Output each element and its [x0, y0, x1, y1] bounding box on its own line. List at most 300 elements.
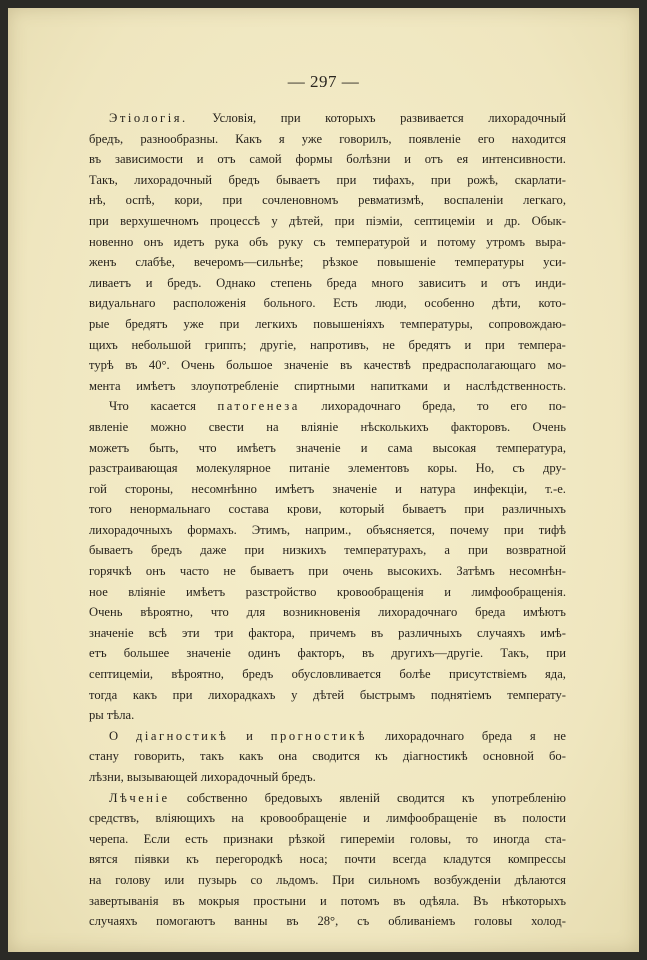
text-line — [89, 705, 566, 726]
word: турѣ — [89, 358, 114, 373]
text-line — [89, 726, 566, 747]
word: инди- — [535, 275, 566, 290]
word: дѣтей — [313, 687, 345, 702]
word: ное — [89, 584, 108, 599]
word: рые — [89, 316, 110, 331]
word: часто — [179, 564, 210, 579]
word: объясняется, — [366, 522, 435, 537]
word: потомъ — [340, 893, 380, 908]
word: ливаетъ — [89, 275, 131, 290]
word: находится — [511, 131, 566, 146]
body-text — [89, 108, 566, 932]
word: онъ — [145, 564, 166, 579]
word: бредъ — [151, 543, 183, 558]
word: большое — [226, 358, 273, 373]
word: всегда — [392, 852, 427, 867]
word: натура — [420, 481, 456, 496]
word: Обык- — [531, 213, 566, 228]
text-line — [89, 870, 566, 891]
word: повышеніе — [377, 255, 436, 270]
word: бреда — [326, 275, 357, 290]
word: утромъ — [486, 234, 525, 249]
word: значеніе — [296, 440, 341, 455]
word: качествѣ — [363, 358, 411, 373]
word: ея — [456, 152, 469, 167]
text-line — [89, 685, 566, 706]
text-line — [89, 643, 566, 664]
word: бредъ, — [89, 131, 124, 146]
word: случаяхъ — [476, 625, 526, 640]
word: имѣетъ — [275, 481, 315, 496]
word: фактора, — [248, 625, 295, 640]
word: того — [89, 502, 112, 517]
word: расположенія — [173, 296, 246, 311]
word: Если — [143, 831, 170, 846]
word: перегородкѣ — [215, 852, 283, 867]
word: лихорадочный — [488, 111, 566, 125]
word: возбужденіи — [433, 872, 501, 887]
word: др. — [504, 213, 521, 228]
word: лихорадочныхъ — [89, 522, 173, 537]
word: признаки — [223, 831, 274, 846]
word: оспѣ, — [125, 193, 155, 208]
word: бредъ. — [167, 275, 202, 290]
word: то — [477, 399, 489, 414]
text-line — [89, 293, 566, 314]
word: 40°. — [148, 358, 170, 373]
word: коры. — [427, 461, 458, 476]
word: отъ — [217, 152, 236, 167]
word: имѣютъ — [523, 605, 566, 620]
word: питаніе — [289, 461, 330, 476]
word: вліяніе — [300, 419, 339, 434]
word: кровообращенія — [336, 584, 424, 599]
word: я — [529, 728, 536, 743]
word: нѣкоторыхъ — [502, 893, 566, 908]
text-line — [89, 540, 566, 561]
word: горячкѣ — [89, 564, 132, 579]
word: при — [468, 543, 488, 558]
word: для — [246, 605, 266, 620]
word: не — [553, 728, 566, 743]
word: лимфообращенія. — [471, 584, 566, 599]
text-line — [89, 273, 566, 294]
word: уже — [301, 131, 323, 146]
word: женъ — [89, 255, 117, 270]
word: со — [250, 872, 263, 887]
word: и — [360, 440, 368, 455]
word: Очень — [532, 419, 566, 434]
word: почему — [449, 522, 489, 537]
word: особенно — [424, 296, 475, 311]
word: имѣ- — [540, 625, 566, 640]
word: который — [339, 502, 385, 517]
word: вліяніе — [128, 584, 166, 599]
word: мента — [89, 378, 121, 393]
text-line — [89, 767, 566, 788]
word: вечеромъ—сильнѣе; — [193, 255, 304, 270]
word: температуры, — [400, 316, 473, 331]
word: онъ — [143, 234, 164, 249]
word: піэміи, — [365, 213, 403, 228]
word: молекулярное — [195, 461, 271, 476]
word: значеніе — [283, 358, 329, 373]
word: лихорадочнаго — [378, 605, 458, 620]
word: несомнѣнно — [191, 481, 257, 496]
word: бредъ. — [281, 770, 316, 784]
text-line — [89, 561, 566, 582]
word: сопровождаю- — [488, 316, 566, 331]
word: бреда — [475, 605, 506, 620]
word: не — [382, 337, 395, 352]
word: явленій — [339, 790, 380, 805]
word: тогда — [89, 687, 118, 702]
word: въ — [361, 646, 375, 661]
word: и — [464, 337, 472, 352]
word: значеніе — [89, 625, 134, 640]
word: Этіологія. — [109, 111, 188, 125]
word: Затѣмъ — [456, 564, 495, 579]
word: при — [280, 111, 301, 125]
word: говорить, — [134, 749, 185, 764]
word: легкихъ — [255, 316, 298, 331]
word: ры — [89, 708, 104, 723]
word: люди, — [375, 296, 407, 311]
word: можетъ — [89, 440, 130, 455]
word: лихорадочный — [200, 770, 279, 784]
word: въ — [89, 152, 102, 167]
word: возникновенія — [282, 605, 361, 620]
word: лихорадочный — [134, 172, 212, 187]
word: Очень — [89, 605, 123, 620]
word: бредовыхъ — [264, 790, 323, 805]
word: ревматизмѣ, — [358, 193, 424, 208]
word: бредъ — [242, 667, 274, 682]
word: ненормальнаго — [129, 502, 211, 517]
word: сильномъ — [368, 872, 420, 887]
word: много — [371, 275, 404, 290]
word: степень — [270, 275, 312, 290]
word: напротивъ, — [310, 337, 369, 352]
word: етъ — [89, 646, 107, 661]
word: потому — [437, 234, 476, 249]
word: то — [466, 831, 479, 846]
word: небольшой — [131, 337, 192, 352]
word: Что — [109, 399, 129, 414]
text-line — [89, 149, 566, 170]
word: можно — [150, 419, 187, 434]
word: и — [395, 481, 402, 496]
word: она — [278, 749, 298, 764]
word: факторъ, — [297, 646, 345, 661]
word: простыни — [253, 893, 307, 908]
word: льдомъ. — [276, 872, 319, 887]
word: тифахъ, — [372, 172, 415, 187]
word: вѣроятно, — [171, 667, 224, 682]
word: тифѣ — [538, 522, 566, 537]
word: дѣлаются — [514, 872, 566, 887]
word: при — [464, 502, 485, 517]
word: черепа. — [89, 831, 129, 846]
word: есть — [185, 831, 208, 846]
text-line — [89, 458, 566, 479]
word: кото- — [538, 296, 566, 311]
word: я — [278, 131, 285, 146]
word: гриппъ; — [204, 337, 247, 352]
word: больного. — [263, 296, 316, 311]
word: помогаютъ — [156, 914, 216, 929]
word: въ — [340, 358, 353, 373]
word: носа; — [299, 852, 328, 867]
word: другихъ—другіе. — [391, 646, 484, 661]
word: діагностикѣ — [402, 749, 468, 764]
text-line — [89, 355, 566, 376]
word: и — [480, 275, 488, 290]
word: злоупотребленіе — [190, 378, 279, 393]
word: у — [271, 213, 278, 228]
word: Лѣченіе — [109, 790, 170, 805]
word: на — [89, 872, 102, 887]
word: состава — [228, 502, 269, 517]
word: при — [308, 564, 329, 579]
word: стану — [89, 749, 119, 764]
word: эти — [181, 625, 200, 640]
word: Въ — [473, 893, 489, 908]
word: и — [196, 152, 204, 167]
word: бреда — [481, 728, 513, 743]
word: септицеміи — [414, 213, 475, 228]
word: Очень — [181, 358, 215, 373]
word: появленіе — [408, 131, 461, 146]
word: и — [246, 728, 253, 743]
text-line — [89, 129, 566, 150]
word: При — [332, 872, 355, 887]
word: обусловливается — [291, 667, 382, 682]
word: имѣетъ — [236, 440, 276, 455]
word: сама — [387, 440, 413, 455]
word: элементовъ — [348, 461, 410, 476]
word: холод- — [531, 914, 566, 929]
word: повышеніяхъ — [313, 316, 385, 331]
text-line — [89, 499, 566, 520]
word: голову — [115, 872, 151, 887]
word: и — [486, 213, 494, 228]
word: вызывающей — [126, 770, 198, 784]
word: и — [443, 378, 451, 393]
word: возвратной — [506, 543, 566, 558]
word: три — [214, 625, 234, 640]
word: и — [444, 584, 451, 599]
word: употребленію — [491, 790, 566, 805]
word: значеніе — [186, 646, 231, 661]
word: высокая — [432, 440, 477, 455]
word: при — [484, 337, 505, 352]
word: его — [477, 131, 495, 146]
word: сводится — [397, 790, 445, 805]
text-line — [89, 396, 566, 417]
word: крови, — [286, 502, 322, 517]
text-line — [89, 582, 566, 603]
word: септицеміи, — [89, 667, 154, 682]
word: бредятъ — [408, 337, 451, 352]
word: основной — [482, 749, 534, 764]
word: стороны, — [125, 481, 174, 496]
word: при — [546, 646, 566, 661]
word: причемъ — [309, 625, 356, 640]
word: въ — [370, 625, 384, 640]
text-line — [89, 891, 566, 912]
word: Условія, — [212, 111, 257, 125]
word: явленіе — [89, 419, 129, 434]
word: при — [334, 213, 355, 228]
word: какъ — [239, 749, 264, 764]
word: средствъ, — [89, 811, 140, 826]
word: полости — [522, 811, 566, 826]
word: къ — [186, 852, 199, 867]
word: рѣзкое — [322, 255, 359, 270]
word: формы — [295, 152, 333, 167]
word: поднятіемъ — [430, 687, 492, 702]
word: разстраивающая — [89, 461, 178, 476]
word: предрасполагающаго — [422, 358, 536, 373]
word: Такъ, — [89, 172, 118, 187]
word: яда, — [545, 667, 566, 682]
word: патогенеза — [217, 399, 300, 414]
word: уже — [183, 316, 204, 331]
word: всѣ — [148, 625, 167, 640]
text-line — [89, 602, 566, 623]
word: видуальнаго — [89, 296, 156, 311]
word: выра- — [535, 234, 566, 249]
word: напитками — [370, 378, 428, 393]
word: діагностикѣ — [135, 728, 229, 743]
word: бо- — [549, 749, 566, 764]
word: какъ — [132, 687, 157, 702]
word: сочленовномъ — [262, 193, 339, 208]
word: факторовъ. — [450, 419, 511, 434]
word: по- — [548, 399, 566, 414]
word: самой — [249, 152, 282, 167]
word: которыхъ — [325, 111, 376, 125]
text-line — [89, 232, 566, 253]
word: температуры — [454, 255, 525, 270]
word: О — [109, 728, 119, 743]
word: въ — [393, 893, 406, 908]
word: при — [336, 172, 357, 187]
word: бываетъ — [276, 172, 320, 187]
word: на — [266, 419, 279, 434]
word: къ — [375, 749, 388, 764]
word: почти — [344, 852, 376, 867]
word: быстрымъ — [359, 687, 416, 702]
word: свести — [208, 419, 244, 434]
word: тѣла. — [106, 708, 135, 723]
word: высокихъ. — [387, 564, 442, 579]
text-line — [89, 438, 566, 459]
text-line — [89, 664, 566, 685]
text-line — [89, 479, 566, 500]
text-line — [89, 849, 566, 870]
text-line — [89, 170, 566, 191]
word: лихорадочнаго — [384, 728, 465, 743]
text-line — [89, 190, 566, 211]
word: Этимъ, — [251, 522, 291, 537]
word: нѣсколькихъ — [360, 419, 429, 434]
word: дру- — [542, 461, 566, 476]
word: лихорадочнаго — [321, 399, 401, 414]
word: съ — [512, 461, 525, 476]
word: у — [291, 687, 298, 702]
word: бываетъ — [402, 502, 447, 517]
text-line — [89, 211, 566, 232]
word: наслѣдственность. — [465, 378, 566, 393]
word: и — [404, 152, 411, 167]
word: разстройство — [245, 584, 317, 599]
page-number: — 297 — — [287, 72, 360, 91]
text-line — [89, 376, 566, 397]
word: вятся — [89, 852, 118, 867]
word: температурой — [335, 234, 410, 249]
word: т.-е. — [545, 481, 566, 496]
word: темпера- — [518, 337, 566, 352]
word: температура, — [496, 440, 566, 455]
word: вѣроятно, — [140, 605, 193, 620]
word: на — [231, 811, 244, 826]
word: несомнѣн- — [509, 564, 566, 579]
word: одѣяла. — [419, 893, 460, 908]
word: и — [319, 893, 327, 908]
word: руку — [278, 234, 304, 249]
word: Однако — [216, 275, 256, 290]
word: и — [145, 275, 153, 290]
word: процессѣ — [210, 213, 260, 228]
word: кори, — [174, 193, 203, 208]
word: бываетъ — [250, 564, 295, 579]
word: сводится — [312, 749, 360, 764]
word: значеніе — [332, 481, 377, 496]
word: не — [223, 564, 236, 579]
word: собственно — [186, 790, 248, 805]
text-line — [89, 108, 566, 129]
word: лѣзни, — [89, 770, 124, 784]
word: что — [198, 440, 217, 455]
word: къ — [461, 790, 475, 805]
word: бреда, — [422, 399, 456, 414]
word: рожѣ, — [467, 172, 499, 187]
word: наприм., — [305, 522, 352, 537]
word: верхушечномъ — [120, 213, 199, 228]
word: обливаніемъ — [388, 914, 456, 929]
word: разнообразны. — [140, 131, 219, 146]
text-line — [89, 788, 566, 809]
text-line — [89, 623, 566, 644]
word: даже — [200, 543, 227, 558]
word: говорилъ, — [339, 131, 392, 146]
word: лимфообращеніе — [386, 811, 478, 826]
word: иногда — [493, 831, 530, 846]
text-line — [89, 520, 566, 541]
word: Но, — [475, 461, 495, 476]
word: съ — [357, 914, 370, 929]
word: идетъ — [173, 234, 205, 249]
word: различныхъ — [398, 625, 462, 640]
word: пузырь — [198, 872, 237, 887]
word: кровообращеніе — [260, 811, 347, 826]
word: такъ — [200, 749, 224, 764]
word: имѣетъ — [136, 378, 176, 393]
text-line — [89, 335, 566, 356]
word: легкаго, — [523, 193, 566, 208]
